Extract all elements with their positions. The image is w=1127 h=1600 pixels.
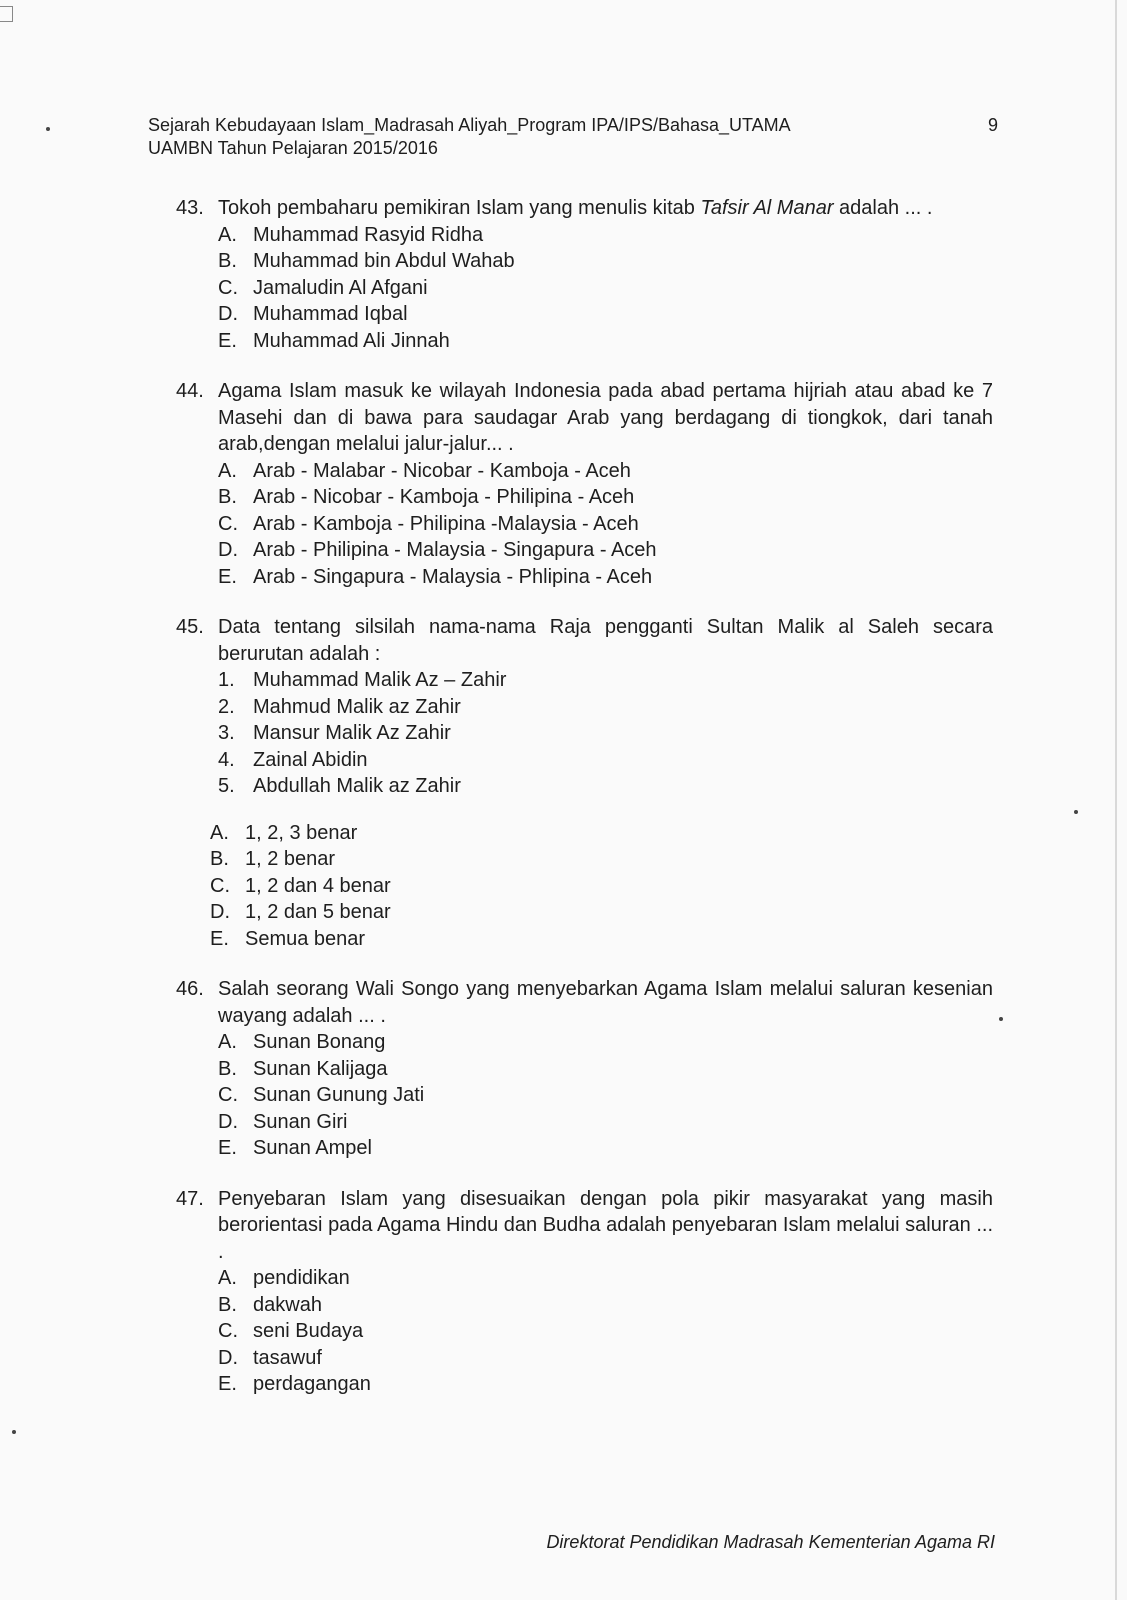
option-a: A. 1, 2, 3 benar <box>210 821 358 844</box>
question-number: 44. <box>176 380 204 402</box>
question-list <box>176 195 993 1422</box>
question-44 <box>176 378 993 590</box>
option-c: C. 1, 2 dan 4 benar <box>210 874 391 897</box>
option-e: E. Sunan Ampel <box>218 1137 372 1159</box>
question-text: Data tentang silsilah nama-nama Raja pengganti Sultan Malik al Saleh secara berurutan adalah : <box>218 616 993 665</box>
option-b: B. Arab - Nicobar - Kamboja - Philipina - Aceh <box>218 486 635 508</box>
page-edge-shadow <box>1115 0 1117 1600</box>
question-number: 45. <box>176 616 204 638</box>
question-text: Agama Islam masuk ke wilayah Indonesia pada abad pertama hijriah atau abad ke 7 Masehi dan di bawa para saudagar Arab yang berdagang di tiongkok, dari tanah arab,dengan melalui jalur-jalur... . <box>218 380 993 455</box>
scan-speck <box>12 1430 16 1434</box>
option-d: D. tasawuf <box>218 1346 322 1369</box>
option-e: E. perdagangan <box>218 1373 371 1395</box>
list-item: 4. Zainal Abidin <box>218 748 368 771</box>
option-b: B. Muhammad bin Abdul Wahab <box>218 250 515 272</box>
question-number: 47. <box>176 1187 204 1210</box>
scan-speck <box>46 127 50 131</box>
option-d: D. Muhammad Iqbal <box>218 303 408 325</box>
option-e: E. Semua benar <box>210 927 366 950</box>
list-item: 1. Muhammad Malik Az – Zahir <box>218 669 507 691</box>
question-text: Salah seorang Wali Songo yang menyebarkan Agama Islam melalui saluran kesenian wayang adalah ... . <box>218 978 993 1027</box>
king-list <box>218 667 993 800</box>
option-a: A. pendidikan <box>218 1267 350 1289</box>
scan-speck <box>999 1017 1003 1021</box>
corner-mark <box>0 6 13 22</box>
question-number: 43. <box>176 197 204 219</box>
option-d: D. 1, 2 dan 5 benar <box>210 901 391 923</box>
question-text: Penyebaran Islam yang disesuaikan dengan pola pikir masyarakat yang masih berorientasi pada Agama Hindu dan Budha adalah penyebaran Islam melalui saluran ... . <box>218 1187 993 1263</box>
option-b: B. Sunan Kalijaga <box>218 1057 388 1080</box>
page-footer: Direktorat Pendidikan Madrasah Kementerian Agama RI <box>546 1532 995 1552</box>
scan-speck <box>1074 810 1078 814</box>
book-title: Tafsir Al Manar <box>700 197 834 219</box>
answer-options <box>210 820 993 953</box>
list-item: 5. Abdullah Malik az Zahir <box>218 775 461 797</box>
question-text: Tokoh pembaharu pemikiran Islam yang menulis kitab Tafsir Al Manar adalah ... . <box>218 197 933 219</box>
list-item: 3. Mansur Malik Az Zahir <box>218 722 451 744</box>
option-e: E. Arab - Singapura - Malaysia - Phlipina - Aceh <box>218 565 653 588</box>
option-a: A. Muhammad Rasyid Ridha <box>218 223 484 246</box>
option-a: A. Sunan Bonang <box>218 1031 386 1053</box>
question-46 <box>176 976 993 1162</box>
option-d: D. Sunan Giri <box>218 1110 348 1133</box>
option-c: C. seni Budaya <box>218 1320 364 1342</box>
page-header <box>148 114 1000 160</box>
page-number: 9 <box>987 115 998 135</box>
question-45 <box>176 614 993 952</box>
question-number: 46. <box>176 978 204 1000</box>
question-43 <box>176 195 993 354</box>
option-c: C. Jamaludin Al Afgani <box>218 276 428 299</box>
option-a: A. Arab - Malabar - Nicobar - Kamboja - Aceh <box>218 459 631 482</box>
option-b: B. 1, 2 benar <box>210 848 336 870</box>
option-c: C. Arab - Kamboja - Philipina -Malaysia - Aceh <box>218 512 639 535</box>
option-e: E. Muhammad Ali Jinnah <box>218 329 450 352</box>
option-b: B. dakwah <box>218 1293 322 1316</box>
question-47 <box>176 1186 993 1398</box>
header-subject: Sejarah Kebudayaan Islam_Madrasah Aliyah_Program IPA/IPS/Bahasa_UTAMA <box>148 115 791 135</box>
header-exam: UAMBN Tahun Pelajaran 2015/2016 <box>148 138 438 158</box>
option-d: D. Arab - Philipina - Malaysia - Singapura - Aceh <box>218 539 657 561</box>
list-item: 2. Mahmud Malik az Zahir <box>218 695 461 718</box>
option-c: C. Sunan Gunung Jati <box>218 1084 425 1106</box>
